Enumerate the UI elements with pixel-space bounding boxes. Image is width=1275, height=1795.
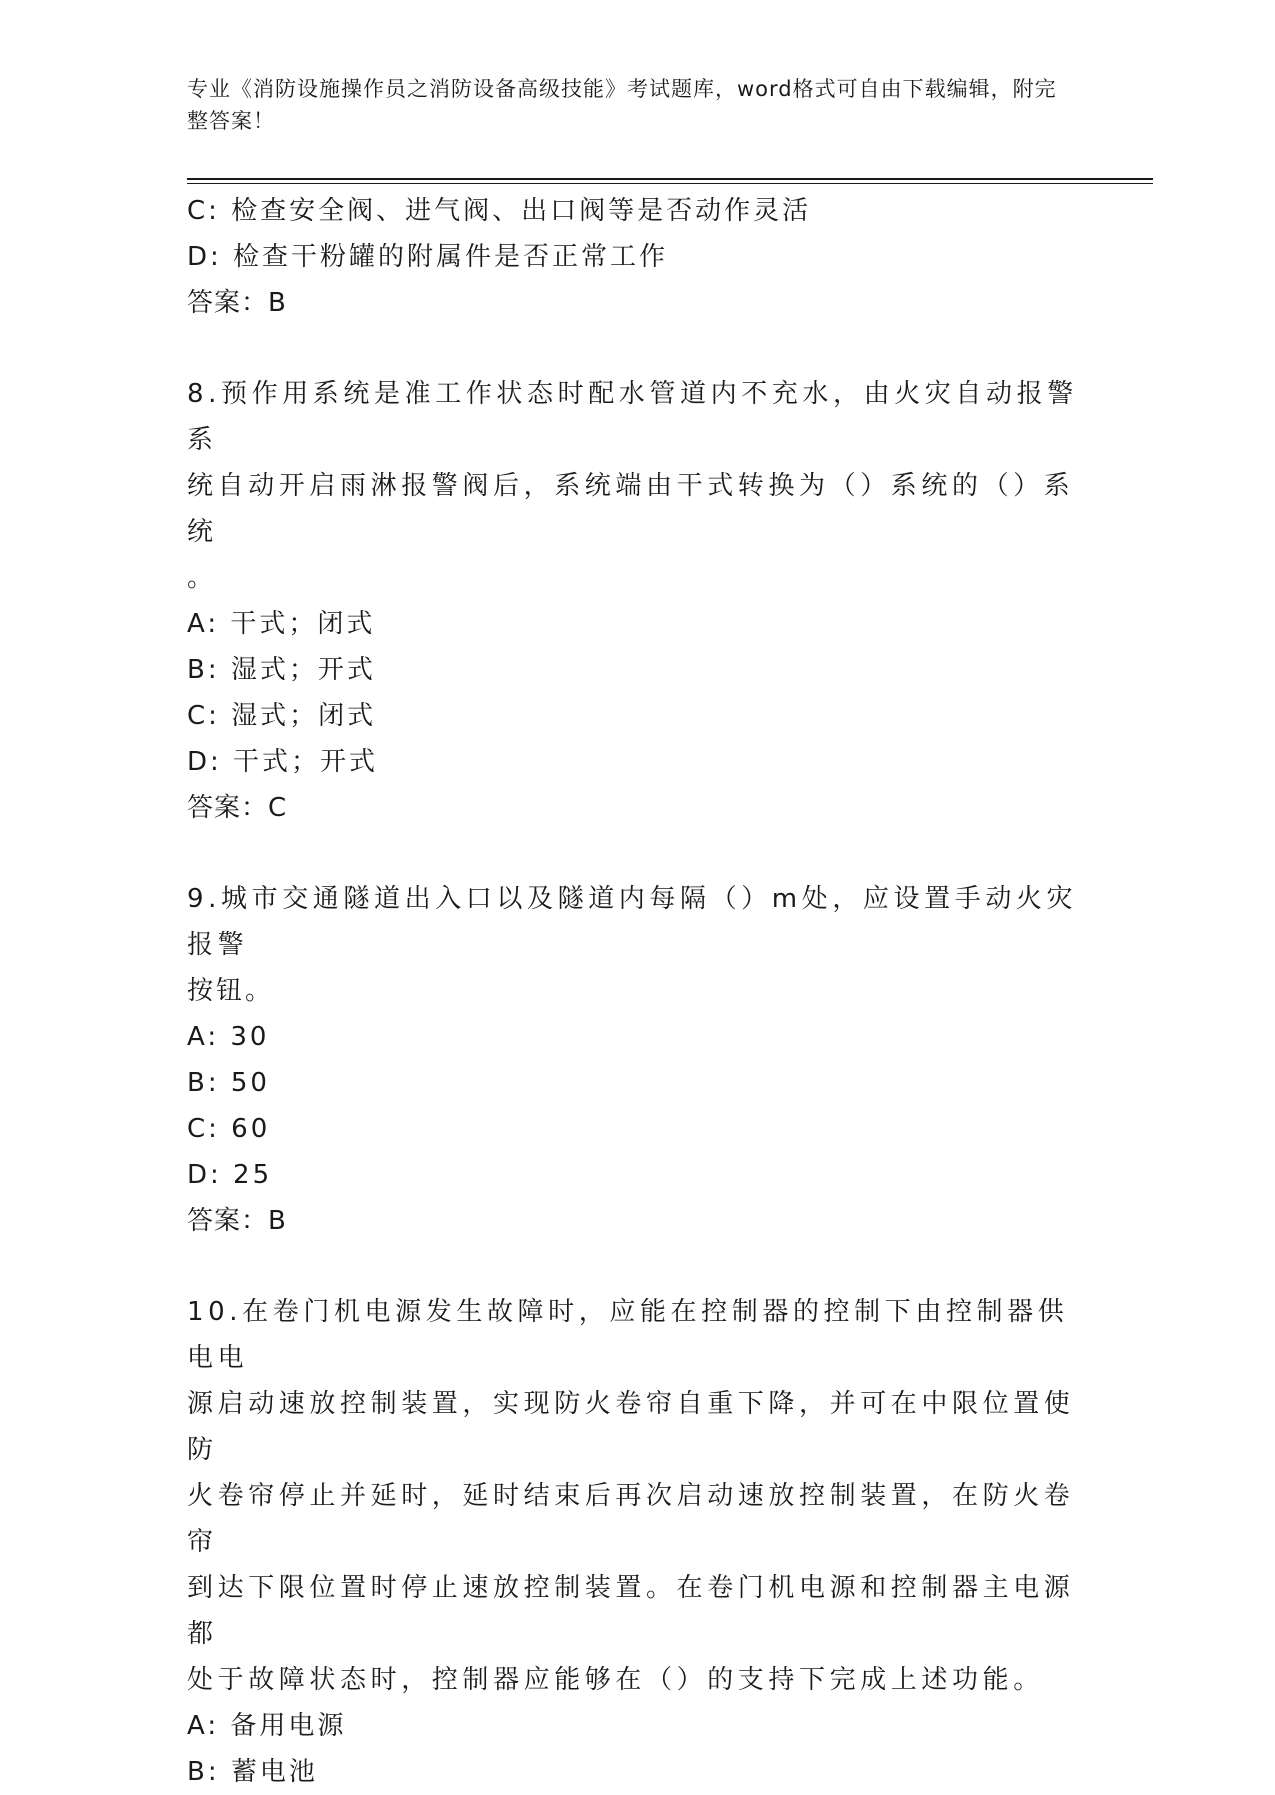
answer-label: 答案：B	[187, 1206, 287, 1236]
question-stem-line: 源启动速放控制装置，实现防火卷帘自重下降，并可在中限位置使防	[187, 1389, 1075, 1465]
question-stem-line: 处于故障状态时，控制器应能够在（）的支持下完成上述功能。	[187, 1665, 1044, 1695]
question-8	[187, 371, 1087, 831]
option-d: D: 干式；开式	[187, 747, 379, 777]
page-header: 专业《消防设施操作员之消防设备高级技能》考试题库，word格式可自由下载编辑，附完整答案！	[187, 77, 1057, 133]
answer-label: 答案：C	[187, 793, 288, 823]
question-7	[187, 188, 1087, 326]
option-a: A: 30	[187, 1022, 270, 1052]
question-stem-line: 统自动开启雨淋报警阀后，系统端由干式转换为（）系统的（）系统	[187, 471, 1075, 547]
option-a: A: 备用电源	[187, 1711, 347, 1741]
header-divider-thin	[187, 183, 1153, 184]
question-stem-line: 按钮。	[187, 976, 275, 1006]
option-b: B: 蓄电池	[187, 1757, 318, 1787]
question-10	[187, 1289, 1087, 1795]
option-c: C: 60	[187, 1114, 271, 1144]
header-divider-thick	[187, 178, 1153, 180]
option-b: B: 50	[187, 1068, 270, 1098]
option-b: B: 湿式；开式	[187, 655, 376, 685]
option-d: D: 检查干粉罐的附属件是否正常工作	[187, 242, 669, 272]
option-a: A: 干式；闭式	[187, 609, 376, 639]
option-d: D: 25	[187, 1160, 273, 1190]
question-stem-line: 。	[187, 563, 217, 593]
question-9	[187, 876, 1087, 1244]
option-c: C: 检查安全阀、进气阀、出口阀等是否动作灵活	[187, 196, 812, 226]
question-content	[187, 188, 1087, 1795]
question-stem-line: 9.城市交通隧道出入口以及隧道内每隔（）m处，应设置手动火灾报警	[187, 884, 1078, 960]
question-stem-line: 8.预作用系统是准工作状态时配水管道内不充水，由火灾自动报警系	[187, 379, 1078, 455]
question-stem-line: 火卷帘停止并延时，延时结束后再次启动速放控制装置，在防火卷帘	[187, 1481, 1075, 1557]
answer-label: 答案：B	[187, 288, 287, 318]
question-stem-line: 10.在卷门机电源发生故障时，应能在控制器的控制下由控制器供电电	[187, 1297, 1069, 1373]
option-c: C: 湿式；闭式	[187, 701, 377, 731]
question-stem-line: 到达下限位置时停止速放控制装置。在卷门机电源和控制器主电源都	[187, 1573, 1075, 1649]
